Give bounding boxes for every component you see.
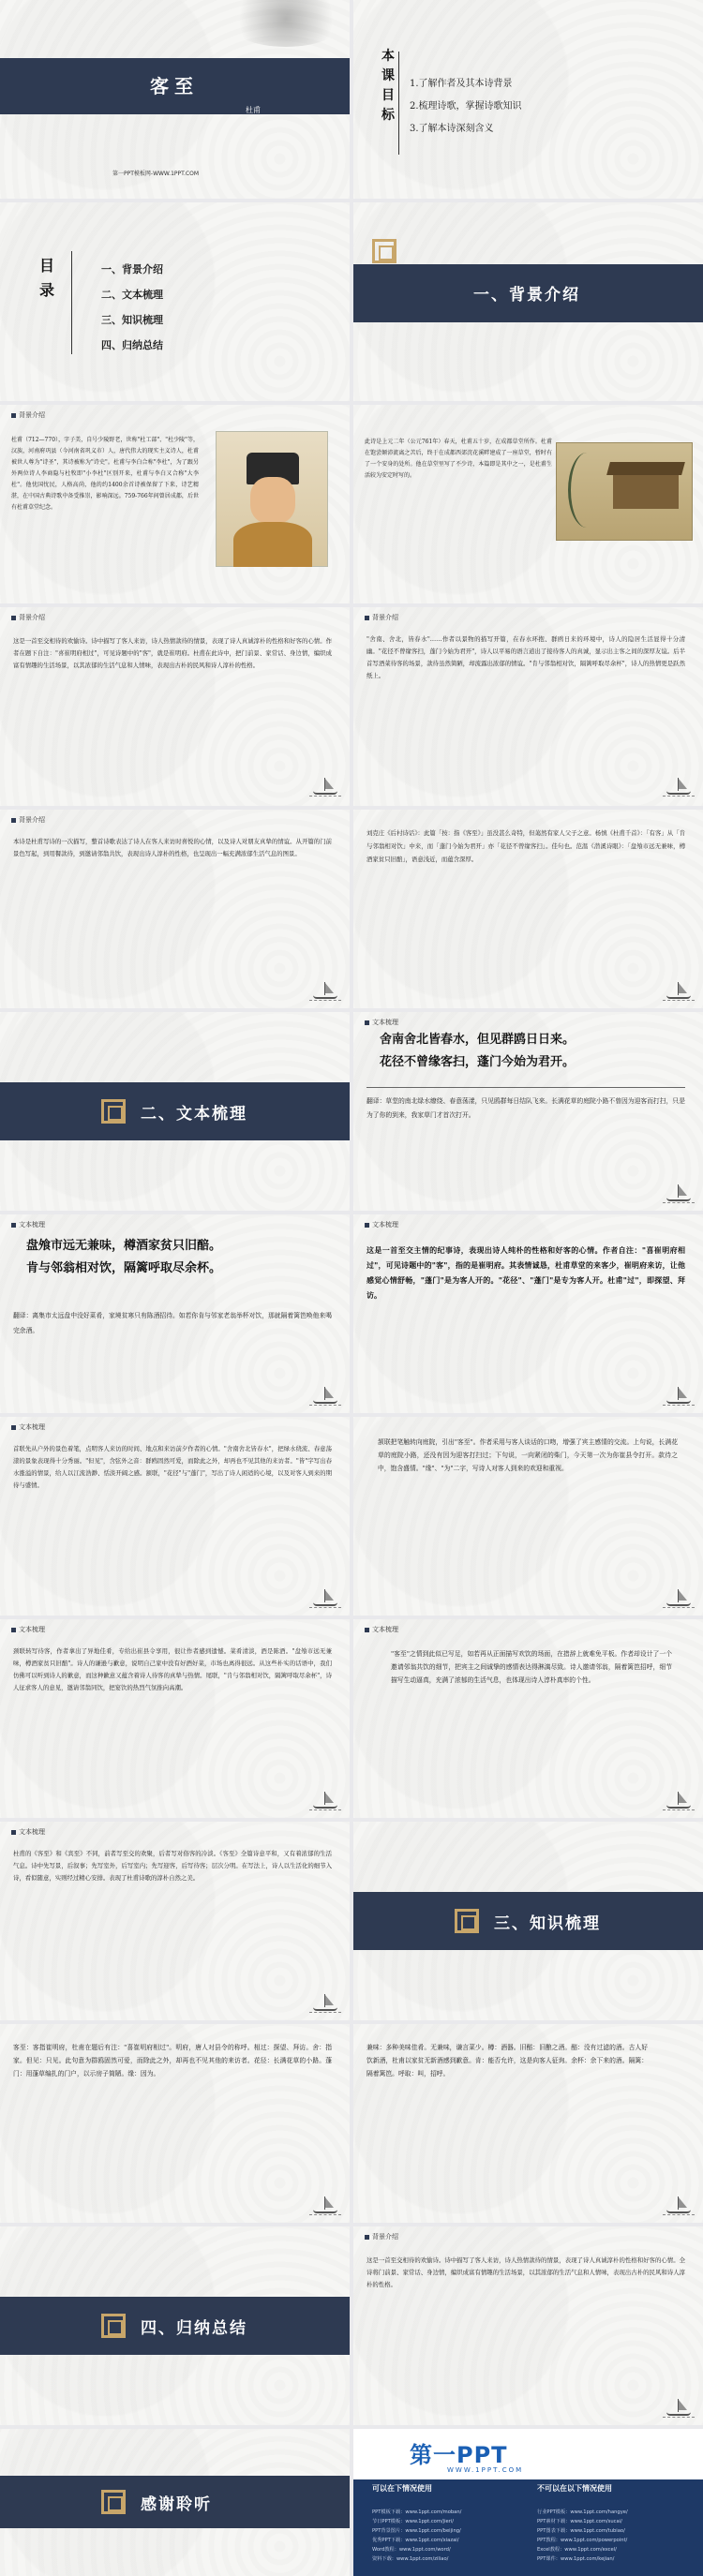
slide-author: 杜甫 bbox=[246, 106, 261, 114]
slide-header: 背景介绍 bbox=[11, 613, 45, 622]
boat-icon bbox=[309, 774, 341, 798]
analysis-text: 杜甫的《客至》和《宾至》不同，前者写至交的欢聚，后者写对俗客的冷淡。《客至》全篇诗意平和，又有着浓郁的生活气息。诗中先写景，后叙事；先写室外，后写室内；先写迎客，后写待客；层次分明。在写法上，诗人以生活化的细节入诗，看似随意，实则经过精心安排。表现了杜甫诗歌的淳朴自然之美。 bbox=[13, 1850, 332, 1882]
toc-item[interactable]: 三、知识梳理 bbox=[101, 314, 163, 326]
poem-line: 肯与邻翁相对饮，隔篱呼取尽余杯。 bbox=[26, 1261, 222, 1275]
thanks-title: 感谢聆听 bbox=[141, 2495, 212, 2514]
analysis-text: 颈联转写待客，作者拿出了异地佳肴，专给出崔县令享用，很让作者感到遗憾。菜肴清淡，酒是陈酒。"盘飧市远无兼味，樽酒家贫只旧醅"。诗人的谦逊与歉意，说明自己家中没有好酒好菜，市场也离得很远。从这些朴实的话语中，我们仿佛可以听到诗人的歉意，而这种歉意又蕴含着诗人待客的真挚与热情。尾联，"肯与邻翁相对饮，隔篱呼取尽余杯"，诗人征求客人的意见，邀请邻翁同饮，把宴饮的热烈气氛推向高潮。 bbox=[13, 1647, 332, 1691]
knot-ornament-icon bbox=[372, 239, 396, 263]
goals-vertical-title: 本课目标 bbox=[381, 49, 395, 123]
slide-header: 背景介绍 bbox=[365, 2232, 398, 2241]
goal-item: 3.了解本诗深刻含义 bbox=[410, 124, 494, 134]
knot-ornament-icon bbox=[101, 1099, 126, 1124]
ink-decoration bbox=[225, 0, 347, 47]
section-title: 二、文本梳理 bbox=[141, 1105, 247, 1124]
commentary-text: "舍南、舍北，皆春水"……作者以景物的描写开篇，在春水环抱、群鸥日来的环境中，诗人的隐居生活显得十分清幽。"花径不曾缘客扫，蓬门今始为君开"，诗人以平易的语言道出了接待客人的真诚，显示出主客之间的深厚友谊。后半首写酒菜待客的场景，款待虽然简陋，却流露出浓郁的情谊。"肯与邻翁相对饮，隔篱呼取尽余杯"，诗人的热情更是跃然纸上。 bbox=[366, 635, 685, 679]
slide-footer: 第一PPT模板网-WWW.1PPT.COM bbox=[112, 171, 200, 177]
slide-analysis-5 bbox=[353, 1619, 703, 1818]
boat-icon bbox=[309, 978, 341, 1003]
header-square-icon bbox=[365, 616, 369, 620]
ad-panel bbox=[353, 2479, 703, 2576]
ad-link[interactable]: 优秀PPT下载：www.1ppt.com/xiazai/ bbox=[372, 2538, 459, 2543]
glossary-text: 客至：客指崔明府，杜甫在题后有注："喜崔明府相过"。明府，唐人对县令的称呼。相过：探望、拜访。舍：指家。但见：只见。此句意为群鸥固然可爱，而除此之外，却再也不见其他的来访者。花径：长满花草的小路。蓬门：用蓬草编扎的门户，以示房子简陋。缘：因为。 bbox=[13, 2044, 332, 2077]
header-square-icon bbox=[11, 1223, 16, 1228]
goal-item: 1.了解作者及其本诗背景 bbox=[410, 79, 513, 89]
slide-conclusion bbox=[353, 2226, 703, 2425]
translation-text: 翻译：草堂的南北绿水缭绕、春意荡漾，只见鸥群每日结队飞来。长满花草的庭院小路不曾因为迎客而打扫，只是为了你的到来，我家草门才首次打开。 bbox=[366, 1097, 685, 1119]
boat-icon bbox=[663, 1788, 695, 1812]
analysis-text: 这是一首至交主情的纪事诗，表现出诗人纯朴的性格和好客的心情。作者自注："喜崔明府相过"，可见诗题中的"客"，指的是崔明府。其表情诚恳，杜甫草堂的来客少，崔明府来访，让他感觉心情舒畅，"蓬门"是为客人开的。"花径"、"蓬门"是专为客人开。杜甫"过"，即探望、拜访。 bbox=[366, 1245, 685, 1300]
header-square-icon bbox=[365, 1020, 369, 1025]
ad-link[interactable]: PPT图表下载：www.1ppt.com/tubiao/ bbox=[537, 2528, 625, 2534]
slide-header: 文本梳理 bbox=[11, 1625, 45, 1634]
portrait-image bbox=[216, 431, 328, 567]
ad-link[interactable]: Excel教程：www.1ppt.com/excel/ bbox=[537, 2547, 617, 2553]
slide-header: 文本梳理 bbox=[365, 1220, 398, 1229]
poem-line: 花径不曾缘客扫，蓬门今始为君开。 bbox=[380, 1055, 576, 1069]
slide-summary-bg bbox=[0, 810, 350, 1008]
intro-text: 这是一首至交相待的欢愉诗。诗中描写了客人来访，诗人热情款待的情景，表现了诗人真诚淳朴的性格和好客的心情。作者在题下自注："喜崔明府相过"，可见诗题中的"客"，就是崔明府。杜甫在此诗中，把门前景、家常话、身边情，编织成富有情趣的生活场景，以其浓郁的生活气息和人情味，表现出古朴的民风和诗人淳朴的性格。 bbox=[13, 637, 332, 669]
ad-link[interactable]: PPT模板下载：www.1ppt.com/moban/ bbox=[372, 2509, 462, 2515]
header-square-icon bbox=[365, 1223, 369, 1228]
ad-link[interactable]: PPT教程：www.1ppt.com/powerpoint/ bbox=[537, 2538, 628, 2543]
slide-header: 文本梳理 bbox=[365, 1625, 398, 1634]
slide-intro bbox=[0, 607, 350, 806]
boat-icon bbox=[309, 1990, 341, 2015]
slide-title-text: 客至 bbox=[150, 75, 199, 97]
slide-background-story bbox=[353, 405, 703, 603]
knot-ornament-icon bbox=[101, 2314, 126, 2338]
analysis-text: 颔联把笔触转向庭院，引出"客至"。作者采用与客人谈话的口吻，增强了宾主感情的交流。上句说，长满花草的庭院小路，还没有因为迎客打扫过；下句说，一向紧闭的柴门，今天第一次为你崔县令打开。款待之中，饱含盛情。"缘"、"为"二字，写诗人对客人到来的欢迎和重视。 bbox=[378, 1438, 678, 1472]
slide-header: 背景介绍 bbox=[11, 815, 45, 825]
knot-ornament-icon bbox=[455, 1909, 479, 1933]
slide-analysis-1 bbox=[353, 1214, 703, 1413]
boat-icon bbox=[663, 1383, 695, 1407]
glossary-text: 兼味：多种美味佳肴。无兼味，谦言菜少。樽：酒器。旧醅：旧酿之酒。醅：没有过滤的酒。古人好饮新酒，杜甫以家贫无新酒感到歉意。肯：能否允许，这是向客人征询。余杯：余下来的酒。隔篱：隔着篱笆。呼取：叫，招呼。 bbox=[366, 2044, 648, 2077]
boat-icon bbox=[309, 1788, 341, 1812]
analysis-text: "客至"之情到此似已写足，如若再从正面描写欢饮的场面，在措辞上就难免平板。作者却设计了一个邀请邻翁共饮的细节，把宾主之间诚挚的感情表达得淋漓尽致。诗人邀请邻翁，隔着篱笆招呼，细节描写生动逼真，充满了浓郁的生活气息，也体现出诗人淳朴真率的个性。 bbox=[391, 1650, 672, 1684]
poem-lines bbox=[380, 1029, 689, 1074]
slide-header: 文本梳理 bbox=[11, 1827, 45, 1837]
slide-ad bbox=[353, 2429, 703, 2576]
slide-goals bbox=[353, 0, 703, 199]
background-text: 此诗是上元二年（公元761年）春天，杜甫五十岁，在成都草堂所作。杜甫在饱尝颠沛流离之苦后，终于在成都西郊浣花溪畔建成了一座草堂，暂时有了一个安身的处所。他在草堂里写了不少诗，本篇即是其中之一，是杜甫生活较为安定时写的。 bbox=[365, 439, 552, 479]
header-square-icon bbox=[11, 413, 16, 418]
bio-text: 杜甫（712—770），字子美，自号少陵野老，世称"杜工部"、"杜少陵"等，汉族，河南府巩县（今河南省巩义市）人，唐代伟大的现实主义诗人，杜甫被世人尊为"诗圣"，其诗被称为"诗史"。杜甫与李白合称"李杜"，为了跟另外两位诗人李商隐与杜牧即"小李杜"区别开来，杜甫与李白又合称"大李杜"。他忧国忧民，人格高尚，他的约1400余首诗被保留了下来，诗艺精湛，在中国古典诗歌中备受推崇，影响深远。759-766年间曾居成都，后世有杜甫草堂纪念。 bbox=[11, 437, 199, 511]
goals-divider bbox=[398, 52, 399, 155]
slide-header: 背景介绍 bbox=[365, 613, 398, 622]
translation-text: 翻译：离集市太远盘中没好菜肴，家境贫寒只有陈酒招待。如若你肯与邻家老翁举杯对饮，那就隔着篱笆唤他来喝完余酒。 bbox=[13, 1312, 332, 1334]
slide-analysis-3 bbox=[353, 1417, 703, 1616]
header-square-icon bbox=[11, 1830, 16, 1835]
summary-bg-text: 本诗是杜甫写诗的一次描写，整首诗歌表达了诗人在客人来访时喜悦的心情，以及诗人对朋友真挚的情谊。从开篇的门前景色写起，到用餐款待，到邀请邻翁共饮，表现出诗人淳朴的性格，也呈现出一幅充满浓郁生活气息的图景。 bbox=[13, 838, 332, 857]
knot-ornament-icon bbox=[101, 2490, 126, 2514]
boat-icon bbox=[663, 1586, 695, 1610]
slide-header: 文本梳理 bbox=[11, 1220, 45, 1229]
slide-analysis-2 bbox=[0, 1417, 350, 1616]
toc-item[interactable]: 四、归纳总结 bbox=[101, 339, 163, 351]
header-square-icon bbox=[365, 2235, 369, 2240]
slide-commentary bbox=[353, 607, 703, 806]
slide-section-3 bbox=[353, 1822, 703, 2020]
toc-vertical-title: 目录 bbox=[39, 257, 55, 299]
toc-item[interactable]: 一、背景介绍 bbox=[101, 263, 163, 275]
section-title: 一、背景介绍 bbox=[473, 286, 580, 305]
boat-icon bbox=[663, 774, 695, 798]
poem-line: 舍南舍北皆春水，但见群鸥日日来。 bbox=[380, 1033, 576, 1047]
ad-link[interactable]: 节日PPT模板：www.1ppt.com/jieri/ bbox=[372, 2519, 455, 2524]
boat-icon bbox=[309, 1586, 341, 1610]
section-title: 四、归纳总结 bbox=[141, 2319, 247, 2338]
header-square-icon bbox=[11, 1628, 16, 1632]
slide-section-1 bbox=[353, 202, 703, 401]
ad-link[interactable]: Word教程：www.1ppt.com/word/ bbox=[372, 2547, 451, 2553]
slide-section-4 bbox=[0, 2226, 350, 2425]
header-square-icon bbox=[365, 1628, 369, 1632]
ad-link[interactable]: 行业PPT模板：www.1ppt.com/hangye/ bbox=[537, 2509, 628, 2515]
ad-link[interactable]: PPT背景图片：www.1ppt.com/beijing/ bbox=[372, 2528, 461, 2534]
divider bbox=[366, 1087, 685, 1088]
conclusion-text: 这是一首至交相待的欢愉诗。诗中描写了客人来访，诗人热情款待的情景，表现了诗人真诚淳朴的性格和好客的心情。全诗将门前景、家常话、身边情，编织成富有情趣的生活场景，以其浓郁的生活气息和人情味，表现出古朴的民风和诗人淳朴的性格。 bbox=[366, 2256, 685, 2288]
slide-analysis-4 bbox=[0, 1619, 350, 1818]
slide-thanks bbox=[0, 2429, 350, 2576]
slide-poem-2 bbox=[0, 1214, 350, 1413]
goal-item: 2.梳理诗歌，掌握诗歌知识 bbox=[410, 101, 522, 112]
painting-image bbox=[556, 442, 693, 541]
header-square-icon bbox=[11, 818, 16, 823]
slide-title bbox=[0, 0, 350, 199]
slide-header: 文本梳理 bbox=[365, 1018, 398, 1027]
slide-glossary-1 bbox=[0, 2024, 350, 2223]
boat-icon bbox=[309, 1383, 341, 1407]
slide-bio bbox=[0, 405, 350, 603]
header-square-icon bbox=[11, 1425, 16, 1430]
boat-icon bbox=[663, 2395, 695, 2420]
toc-divider bbox=[71, 251, 72, 354]
slide-glossary-2 bbox=[353, 2024, 703, 2223]
ad-link[interactable]: PPT素材下载：www.1ppt.com/sucai/ bbox=[537, 2519, 622, 2524]
slide-header: 文本梳理 bbox=[11, 1422, 45, 1432]
ad-heading-2: 不可以在以下情况使用 bbox=[537, 2484, 612, 2493]
slide-section-2 bbox=[0, 1012, 350, 1211]
boat-icon bbox=[663, 2193, 695, 2217]
analysis-text: 首联先从户外的景色着笔，点明客人来访的时间、地点和来访前夕作者的心情。"舍南舍北皆春水"，把绿水绕流、春意荡漾的景象表现得十分秀丽。"但见"，含弦外之音：群鸥固然可爱，而除此之外，却再也不见其他的来访者。"皆"字写出春水涨溢的情景，给人以江流浩渺、恬淡开阔之感。颔联，"花径"与"蓬门"，写出了诗人闲适的心境，以及对客人到来的期待与盛情。 bbox=[13, 1445, 332, 1489]
boat-icon bbox=[663, 978, 695, 1003]
header-square-icon bbox=[11, 616, 16, 620]
slide-poem-1 bbox=[353, 1012, 703, 1211]
critique-text: 刘克庄《后村诗话》：此篇「按：指《客至》」虽没甚么奇特，但蔼然有家人父子之意。杨慎《杜甫千首》：「有客」从「肯与邻翁相对饮」中来，而「蓬门今始为君开」亦「花径不曾缘客扫」。佳句也。范温《潜溪诗眼》：「盘飧市远无兼味，樽酒家贫只旧醅」，语意浅近，而蕴含深厚。 bbox=[366, 829, 685, 863]
poem-line: 盘飧市远无兼味，樽酒家贫只旧醅。 bbox=[26, 1239, 222, 1253]
poem-lines bbox=[26, 1235, 336, 1280]
slide-header: 背景介绍 bbox=[11, 410, 45, 420]
brand-logo: 第一PPT bbox=[410, 2442, 508, 2468]
brand-url[interactable]: WWW.1PPT.COM bbox=[447, 2466, 524, 2474]
boat-icon bbox=[663, 1181, 695, 1205]
boat-icon bbox=[309, 2193, 341, 2217]
ad-link[interactable]: PPT课件：www.1ppt.com/kejian/ bbox=[537, 2556, 615, 2562]
slide-analysis-6 bbox=[0, 1822, 350, 2020]
slide-toc bbox=[0, 202, 350, 401]
slide-critique bbox=[353, 810, 703, 1008]
ad-link[interactable]: 资料下载：www.1ppt.com/ziliao/ bbox=[372, 2556, 449, 2562]
section-title: 三、知识梳理 bbox=[494, 1914, 601, 1933]
toc-item[interactable]: 二、文本梳理 bbox=[101, 289, 163, 301]
ad-heading-1: 可以在下情况使用 bbox=[372, 2484, 432, 2493]
